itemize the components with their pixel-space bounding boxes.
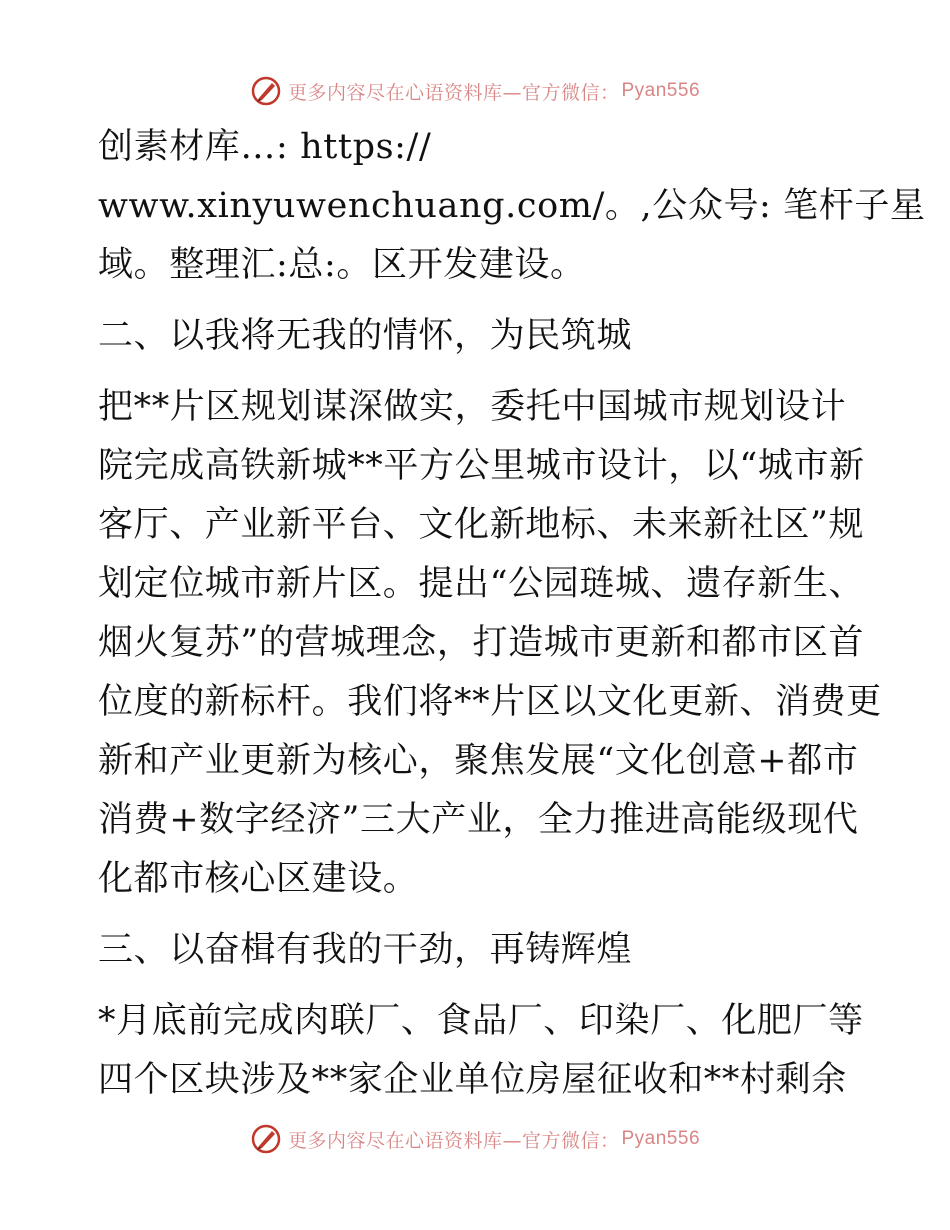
pen-logo-icon <box>250 75 282 107</box>
intro-line: 创素材库…: https:// <box>98 127 432 167</box>
section2-paragraph-line: 新和产业更新为核心，聚焦发展“文化创意+都市 <box>98 741 859 781</box>
section3-paragraph-line: *月底前完成肉联厂、食品厂、印染厂、化肥厂等 <box>98 1001 864 1041</box>
section2-paragraph-line: 化都市核心区建设。 <box>98 859 419 899</box>
document-body <box>98 118 926 1110</box>
section2-paragraph-line: 客厅、产业新平台、文化新地标、未来新社区”规 <box>98 505 865 545</box>
footer-wechat-id: Pyan556 <box>621 1128 701 1149</box>
header-wechat-id: Pyan556 <box>621 80 701 101</box>
header-watermark-banner <box>0 74 950 108</box>
section3-heading: 三、以奋楫有我的干劲，再铸辉煌 <box>98 930 633 970</box>
section2-paragraph-line: 烟火复苏”的营城理念，打造城市更新和都市区首 <box>98 623 865 663</box>
pen-logo-icon <box>250 1123 282 1155</box>
section3-paragraph-line: 四个区块涉及**家企业单位房屋征收和**村剩余 <box>98 1060 847 1100</box>
footer-watermark-text: 更多内容尽在心语资料库—官方微信： <box>287 1129 620 1152</box>
section2-heading: 二、以我将无我的情怀，为民筑城 <box>98 316 633 356</box>
section2-paragraph-line: 把**片区规划谋深做实，委托中国城市规划设计 <box>98 387 847 427</box>
header-watermark-text: 更多内容尽在心语资料库—官方微信： <box>287 81 620 104</box>
intro-line: www.xinyuwenchuang.com/。,公众号: 笔杆子星 <box>98 186 926 226</box>
intro-line: 域。整理汇:总:。区开发建设。 <box>98 245 586 285</box>
section2-paragraph-line: 划定位城市新片区。提出“公园琏城、遗存新生、 <box>98 564 865 604</box>
section2-paragraph-line: 位度的新标杆。我们将**片区以文化更新、消费更 <box>98 682 882 722</box>
section2-paragraph-line: 院完成高铁新城**平方公里城市设计，以“城市新 <box>98 446 865 486</box>
footer-watermark-banner <box>0 1122 950 1156</box>
section2-paragraph-line: 消费+数字经济”三大产业，全力推进高能级现代 <box>98 800 859 840</box>
